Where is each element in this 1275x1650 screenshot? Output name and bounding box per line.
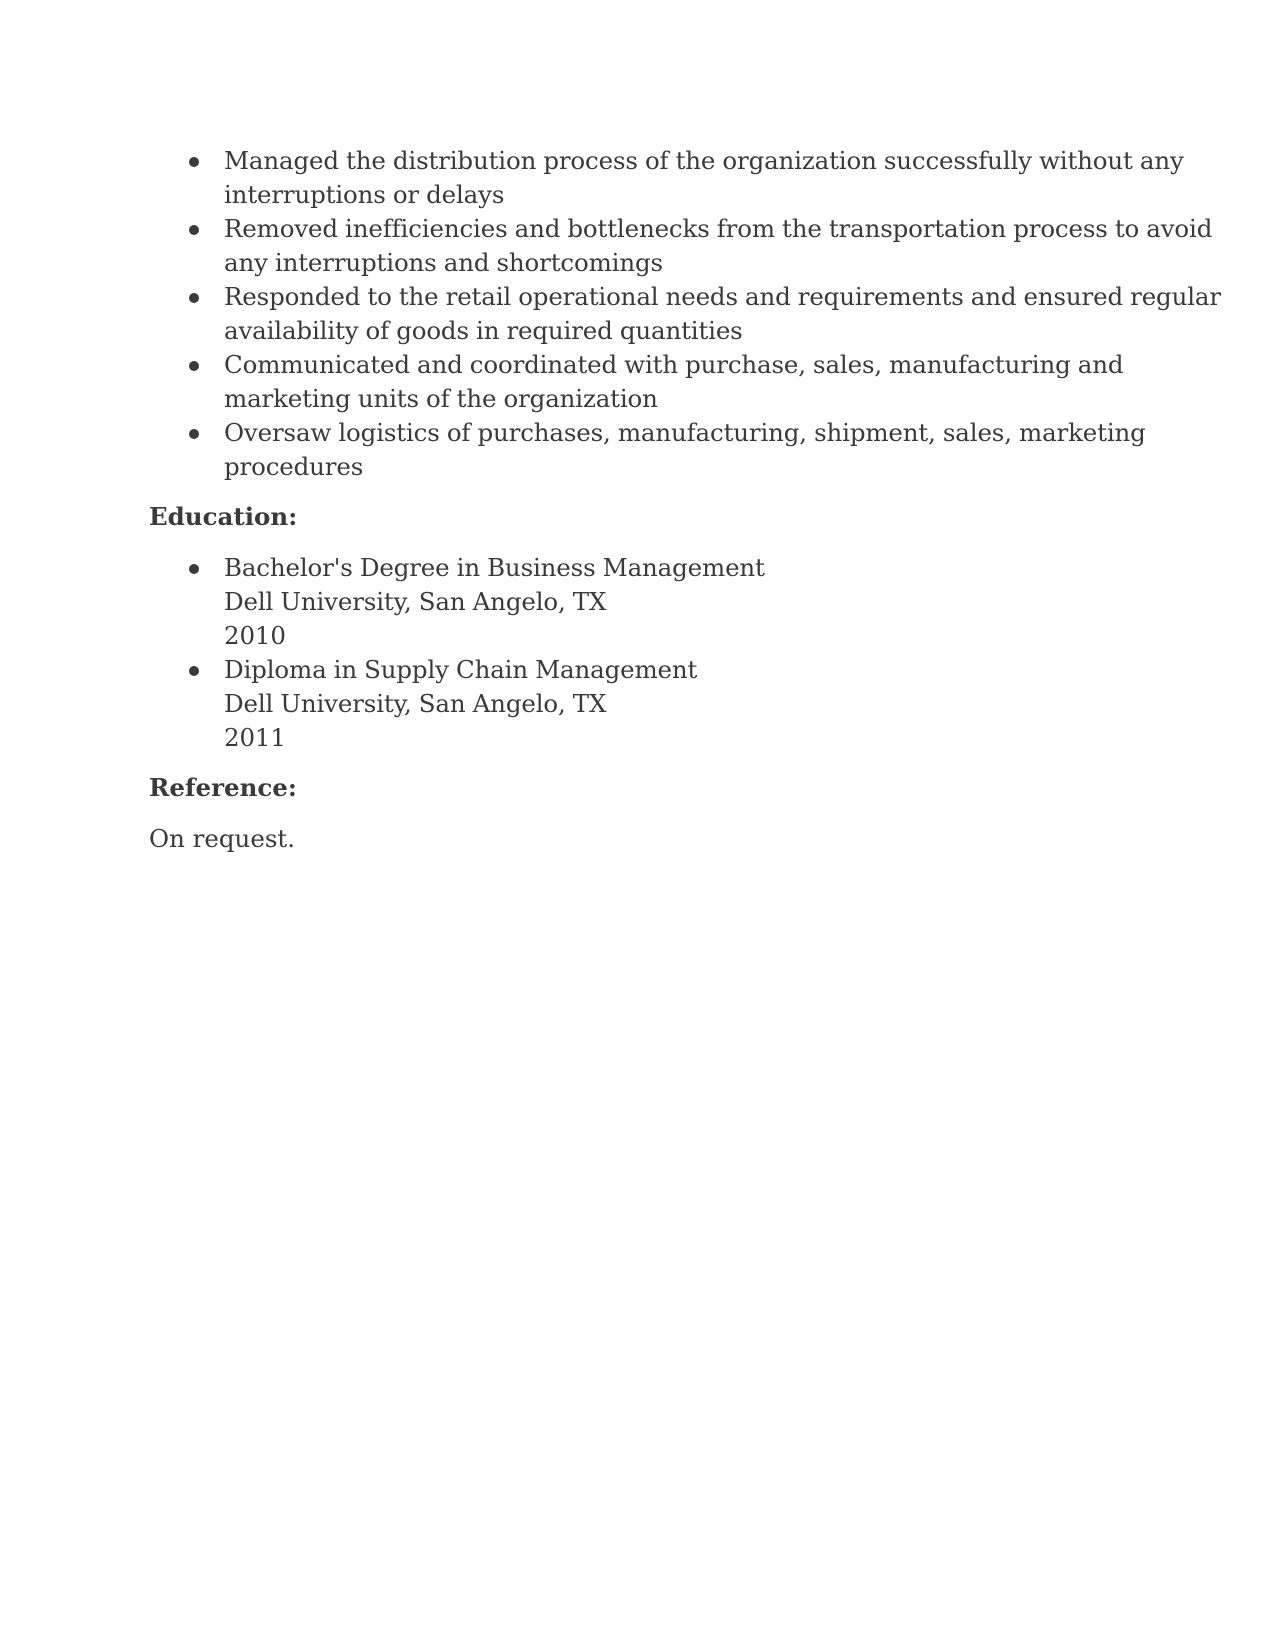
bullet-text-line: Responded to the retail operational needs and requirements and ensured regular (224, 282, 1221, 311)
document-content (149, 144, 1221, 856)
bullet-icon (189, 361, 199, 371)
education-heading: Education: (149, 502, 298, 531)
bullet-text-line: Communicated and coordinated with purchase, sales, manufacturing and (224, 350, 1124, 379)
list-item (149, 348, 1129, 416)
education-institution: Dell University, San Angelo, TX (224, 689, 607, 718)
education-year: 2010 (224, 621, 286, 650)
reference-text: On request. (149, 824, 296, 853)
reference-heading: Reference: (149, 773, 297, 802)
bullet-text-line: Removed inefficiencies and bottlenecks from the transportation process to avoid (224, 214, 1213, 243)
bullet-icon (189, 157, 199, 167)
list-item (149, 416, 1146, 484)
education-item (149, 653, 1129, 755)
education-year: 2011 (224, 723, 286, 752)
bullet-text-line: Oversaw logistics of purchases, manufacturing, shipment, sales, marketing (224, 418, 1146, 447)
bullet-icon (189, 666, 199, 676)
bullet-text-line: Managed the distribution process of the organization successfully without any (224, 146, 1184, 175)
bullet-icon (189, 293, 199, 303)
bullet-icon (189, 225, 199, 235)
bullet-text-line: procedures (224, 452, 364, 481)
bullet-icon (189, 564, 199, 574)
education-institution: Dell University, San Angelo, TX (224, 587, 607, 616)
bullet-text-line: availability of goods in required quantities (224, 316, 743, 345)
bullet-text-line: interruptions or delays (224, 180, 505, 209)
bullet-text-line: any interruptions and shortcomings (224, 248, 663, 277)
education-degree: Bachelor's Degree in Business Management (224, 553, 765, 582)
education-list (149, 551, 1129, 755)
list-item (149, 212, 1213, 280)
list-item (149, 280, 1221, 348)
bullet-text-line: marketing units of the organization (224, 384, 658, 413)
education-degree: Diploma in Supply Chain Management (224, 655, 698, 684)
education-item (149, 551, 1129, 653)
list-item (149, 144, 1184, 212)
bullet-icon (189, 429, 199, 439)
experience-list (149, 144, 1221, 484)
